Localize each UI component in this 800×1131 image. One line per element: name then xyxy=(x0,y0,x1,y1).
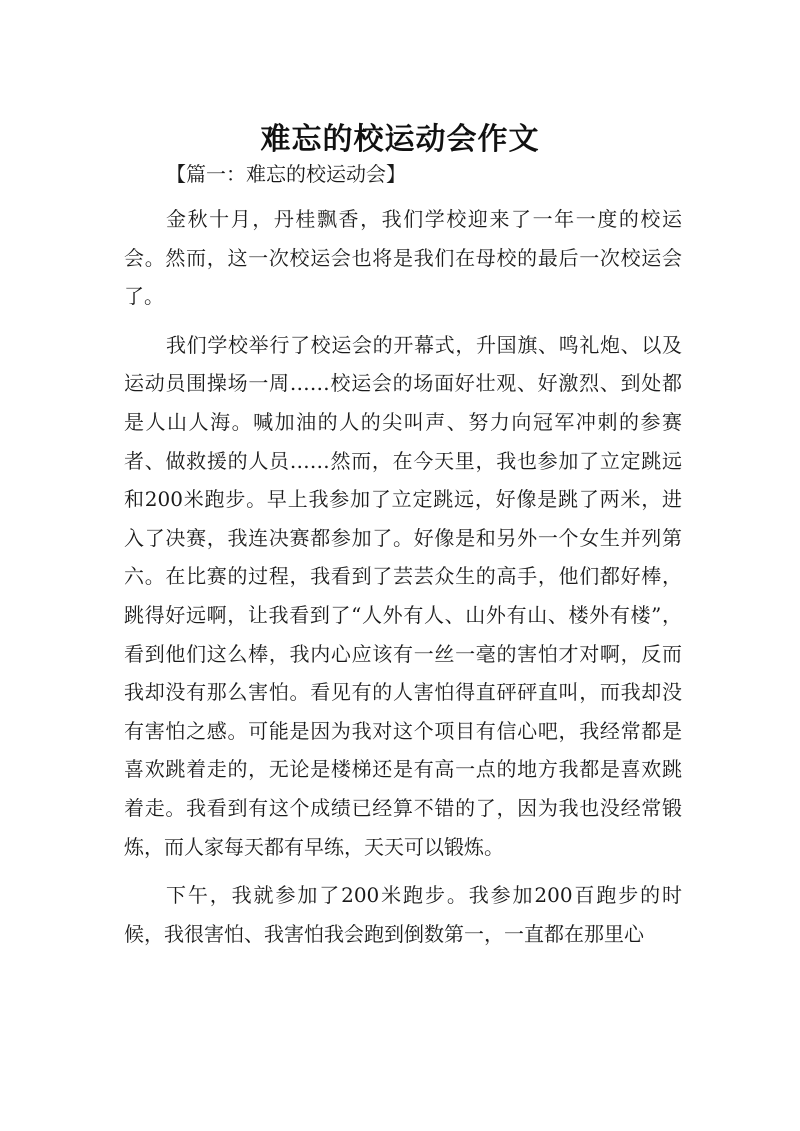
document-title: 难忘的校运动会作文 xyxy=(260,122,540,158)
paragraph-1: 金秋十月，丹桂飘香，我们学校迎来了一年一度的校运会。然而，这一次校运会也将是我们在母校的最后一次校运会了。 xyxy=(124,207,682,309)
paragraph-2: 我们学校举行了校运会的开幕式，升国旗、鸣礼炮、以及运动员围操场一周……校运会的场面好壮观、好激烈、到处都是人山人海。喊加油的人的尖叫声、努力向冠军冲刺的参赛者、做救援的人员……然而，在今天里，我也参加了立定跳远和200米跑步。早上我参加了立定跳远，好像是跳了两米，进入了决赛，我连决赛都参加了。好像是和另外一个女生并列第六。在比赛的过程，我看到了芸芸众生的高手，他们都好棒，跳得好远啊，让我看到了“人外有人、山外有山、楼外有楼”，看到他们这么棒，我内心应该有一丝一毫的害怕才对啊，反而我却没有那么害怕。看见有的人害怕得直砰砰直叫，而我却没有害怕之感。可能是因为我对这个项目有信心吧，我经常都是喜欢跳着走的，无论是楼梯还是有高一点的地方我都是喜欢跳着走。我看到有这个成绩已经算不错的了，因为我也没经常锻炼，而人家每天都有早练，天天可以锻炼。 xyxy=(124,332,682,859)
document-body xyxy=(124,152,682,953)
paragraph-3: 下午，我就参加了200米跑步。我参加200百跑步的时候，我很害怕、我害怕我会跑到倒数第一，一直都在那里心 xyxy=(124,883,682,946)
section-heading: 【篇一：难忘的校运动会】 xyxy=(166,162,406,186)
